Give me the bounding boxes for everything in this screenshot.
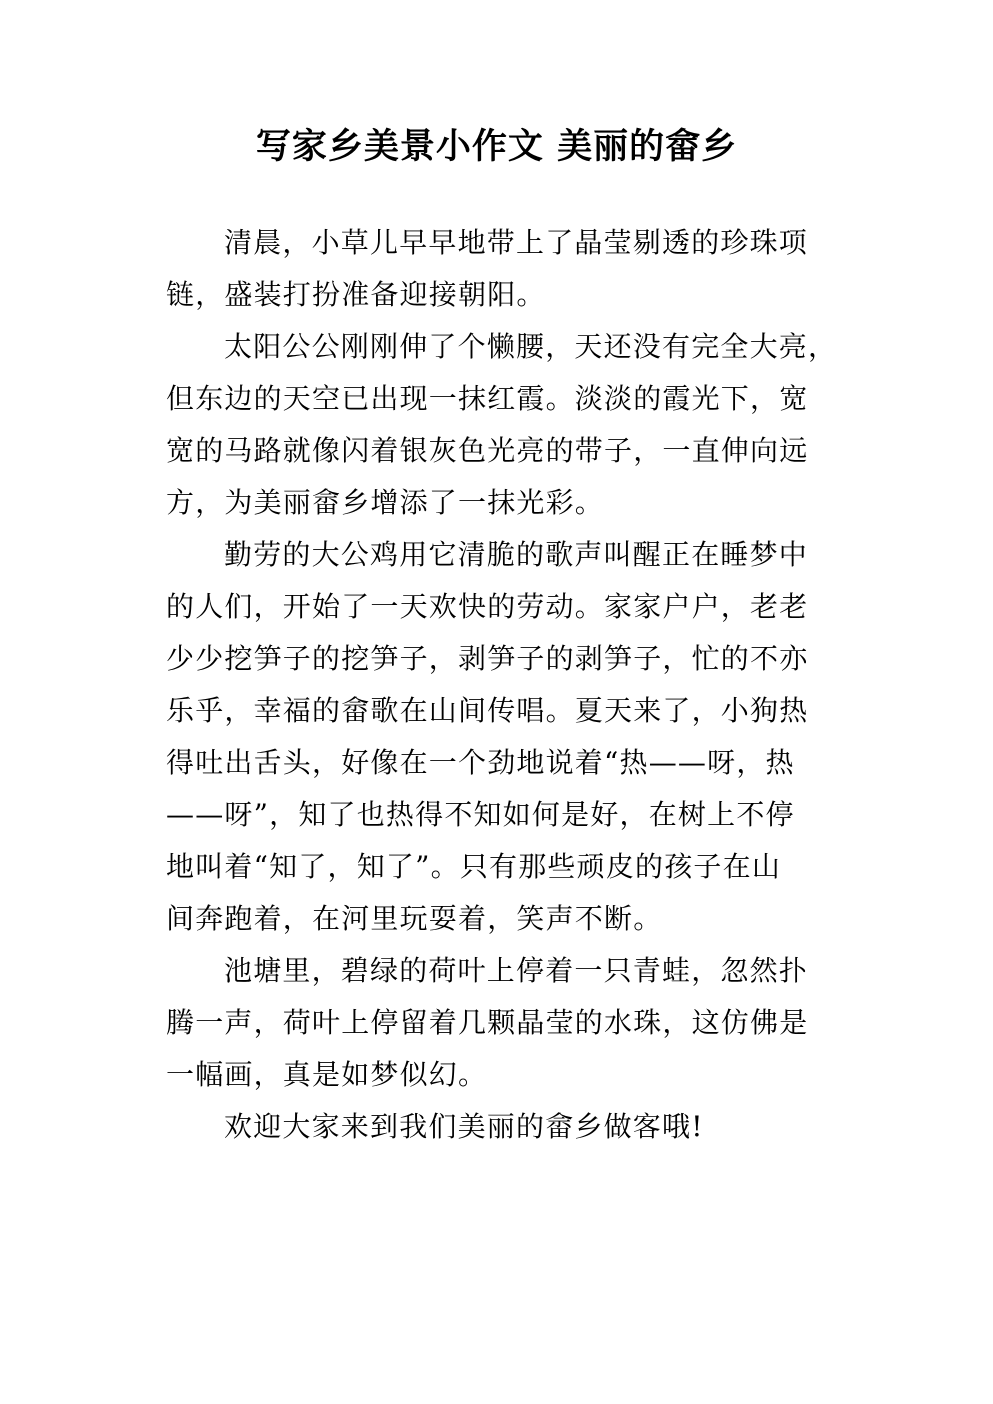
text-line: 勤劳的大公鸡用它清脆的歌声叫醒正在睡梦中 [224,538,809,571]
text-line: 但东边的天空已出现一抹红霞。淡淡的霞光下，宽 [166,382,809,415]
document-body [166,217,866,1153]
text-line: 得吐出舌头，好像在一个劲地说着“热——呀，热 [166,746,795,779]
paragraph [166,1101,866,1153]
text-line: 宽的马路就像闪着银灰色光亮的带子，一直伸向远 [166,434,809,467]
paragraph [166,529,866,945]
text-line: 太阳公公刚刚伸了个懒腰，天还没有完全大亮， [224,330,838,363]
text-line: ——呀”，知了也热得不知如何是好，在树上不停 [166,798,795,831]
text-line: 方，为美丽畲乡增添了一抹光彩。 [166,486,605,519]
text-line: 乐乎，幸福的畲歌在山间传唱。夏天来了，小狗热 [166,694,809,727]
text-line: 链，盛装打扮准备迎接朝阳。 [166,278,546,311]
paragraph [166,321,866,529]
paragraph [166,217,866,321]
text-line: 清晨，小草儿早早地带上了晶莹剔透的珍珠项 [224,226,809,259]
text-line: 欢迎大家来到我们美丽的畲乡做客哦! [224,1110,704,1143]
text-line: 的人们，开始了一天欢快的劳动。家家户户，老老 [166,590,809,623]
document-title: 写家乡美景小作文 美丽的畲乡 [255,127,738,167]
text-line: 地叫着“知了，知了”。只有那些顽皮的孩子在山 [166,850,782,883]
paragraph [166,945,866,1101]
text-line: 少少挖笋子的挖笋子，剥笋子的剥笋子，忙的不亦 [166,642,809,675]
text-line: 间奔跑着，在河里玩耍着，笑声不断。 [166,902,663,935]
text-line: 一幅画，真是如梦似幻。 [166,1058,488,1091]
text-line: 腾一声，荷叶上停留着几颗晶莹的水珠，这仿佛是 [166,1006,809,1039]
text-line: 池塘里，碧绿的荷叶上停着一只青蛙，忽然扑 [224,954,809,987]
